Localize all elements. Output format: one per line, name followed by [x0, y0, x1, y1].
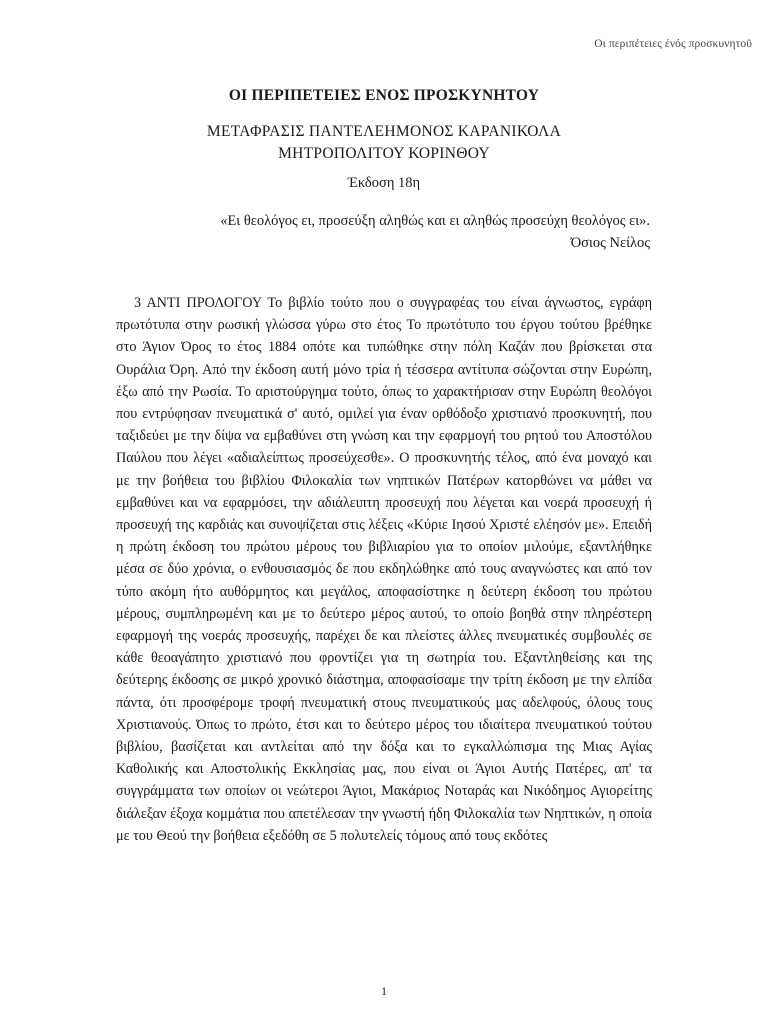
translator-line-2: ΜΗΤΡΟΠΟΛΙΤΟΥ ΚΟΡΙΝΘΟΥ — [278, 145, 490, 162]
page-number: 1 — [381, 984, 387, 998]
translator-line-1: ΜΕΤΑΦΡΑΣΙΣ ΠΑΝΤΕΛΕΗΜΟΝΟΣ ΚΑΡΑΝΙΚΟΛΑ — [206, 123, 562, 140]
epigraph — [130, 210, 650, 254]
translator-credit — [0, 121, 768, 165]
body-paragraph: 3 ΑΝΤΙ ΠΡΟΛΟΓΟΥ Το βιβλίο τούτο που ο συγγραφέας του είναι άγνωστος, εγράφη πρωτότυπα στην ρωσική γλώσσα γύρω στο έτος Το πρωτότυπο του έργου τούτου βρέθηκε στο Άγιον Όρος το έτος 1884 οπότε και τυπώθηκε στην πόλη Καζάν που βρίσκεται στα Ουράλια Όρη. Από την έκδοση αυτή μόνο τρία ή τέσσερα αντίτυπα σώζονται στην Ευρώπη, έξω από την Ρωσία. Το αριστούργημα τούτο, όπως το χαρακτήρισαν στην Ευρώπη θεολόγοι που εντρύφησαν πνευματικά σ' αυτό, ομιλεί για έναν ορθόδοξο χριστιανό προσκυνητή, που ταξιδεύει με την δίψα να εμβαθύνει στη γνώση και την εφαρμογή του ρητού του Αποστόλου Παύλου που λέγει «αδιαλείπτως προσεύχεσθε». Ο προσκυνητής τέλος, από ένα μοναχό και με την βοήθεια του βιβλίου Φιλοκαλία των νηπτικών Πατέρων κατορθώνει να μάθει να εμβαθύνει και να εφαρμόσει, την αδιάλειπτη προσευχή που λέγεται και νοερά προσευχή ή προσευχή της καρδιάς και συνοψίζεται στις λέξεις «Κύριε Ιησού Χριστέ ελέησόν με». Επειδή η πρώτη έκδοση του πρώτου μέρους του βιβλιαρίου για το οποίον μιλούμε, εξαντλήθηκε μέσα σε δύο χρόνια, ο ενθουσιασμός δε που εκδηλώθηκε από τους αναγνώστες και από τον τύπο ακόμη ήτο αυθόρμητος και μεγάλος, αποφασίστηκε η δεύτερη έκδοση του πρώτου μέρους, συμπληρωμένη και με το δεύτερο μέρος αυτού, το οποίο βοηθά στην πληρέστερη εφαρμογή της νοεράς προσευχής, παρέχει δε και πλείστες άλλες πνευματικές συμβουλές σε κάθε θεοαγάπητο χριστιανό που φροντίζει για τη σωτηρία του. Εξαντληθείσης και της δεύτερης έκδοσης σε μικρό χρονικό διάστημα, αποφασίσαμε την τρίτη έκδοση με την ελπίδα πάντα, ότι προσφέρομε τροφή πνευματική στους πνευματικούς μας αδελφούς, όλους τους Χριστιανούς. Όπως το πρώτο, έτσι και το δεύτερο μέρος του ιδιαίτερα πνευματικού τούτου βιβλίου, βασίζεται και αντλείται από την δόξα και το εγκαλλώπισμα της Μιας Αγίας Καθολικής και Αποστολικής Εκκλησίας μας, που είναι οι Άγιοι Αυτής Πατέρες, απ' τα συγγράμματα των οποίων οι νεώτεροι Άγιοι, Μακάριος Νοταράς και Νικόδημος Αγιορείτης διάλεξαν έξοχα κομμάτια που απετέλεσαν την γνωστή ήδη Φιλοκαλία των Νηπτικών, η οποία με του Θεού την βοήθεια εξεδόθη σε 5 πολυτελείς τόμους από τους εκδότες — [116, 295, 652, 844]
running-header: Οι περιπέτειες ένός προσκυνητοῦ — [594, 38, 752, 50]
edition-label: Έκδοση 18η — [347, 175, 421, 191]
epigraph-author: Όσιος Νείλος — [570, 235, 650, 251]
document-title: ΟΙ ΠΕΡΙΠΕΤΕΙΕΣ ΕΝΟΣ ΠΡΟΣΚΥΝΗΤΟΥ — [228, 87, 540, 104]
epigraph-quote: «Ει θεολόγος ει, προσεύξη αληθώς και ει αληθώς προσεύχη θεολόγος ει». — [220, 213, 650, 229]
